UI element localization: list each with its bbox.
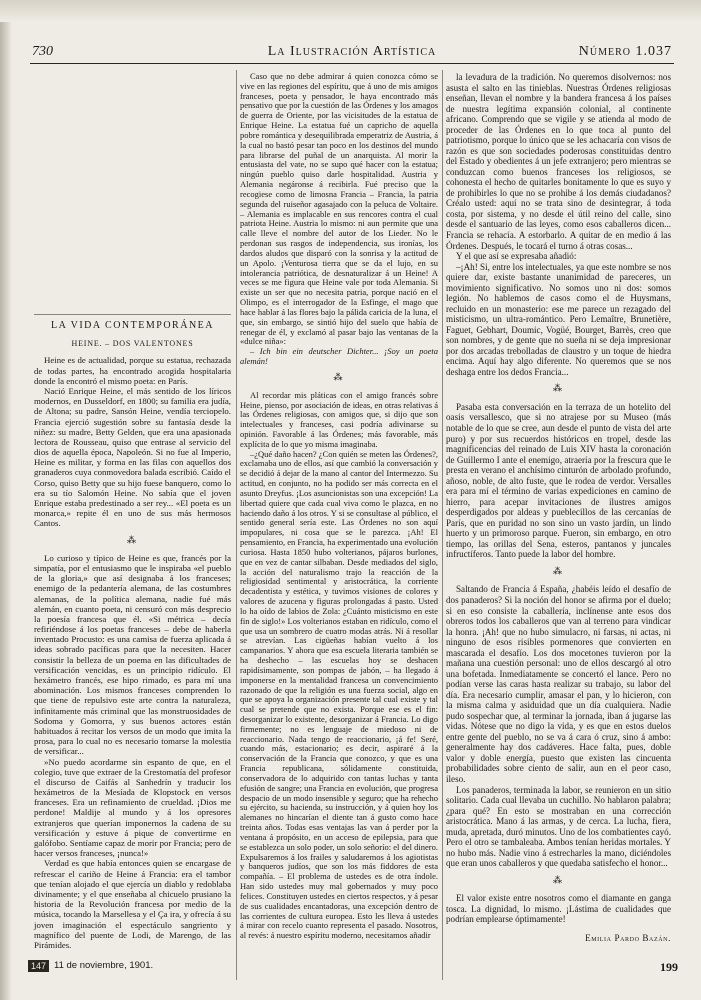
issue-number: Número 1.037	[578, 44, 672, 59]
paragraph: »No puedo acordarme sin espanto de que, en el colegio, tuve que extraer de la Crestomatía del profesor el discurso de Caifás al Sanhedrín y traducir los hexámetros de la Mesíada de Klopstock en versos franceses. Era un refinamiento de crueldad. ¡Dios me perdone! Maldije al mundo y á los opresores extranjeros que querían imponernos la cadena de su versificación y estuve á pique de convertirme en galófobo. Sentíame capaz de morir por Francia; pero de hacer versos franceses, ¡nunca!»	[34, 756, 231, 859]
book-spine-shadow	[0, 0, 12, 1000]
author-signature: Emilia Pardo Bazán.	[585, 932, 671, 943]
page-number: 730	[32, 44, 53, 59]
column-divider	[442, 70, 443, 980]
page-footer	[28, 960, 678, 980]
journal-title: La Ilustración Artística	[267, 44, 437, 59]
paragraph: Verdad es que había entonces quien se encargase de refrescar el cariño de Heine á Francia: era el tambor que tenían alojado el que ejercía un diablo y redoblaba divinamente; y el que enseñaba al chicuelo prusiano la historia de la Revolución francesa por medio de la música, tocando la Marsellesa y el Ça ira, y ofrecía á su joven imaginación el espectáculo sangriento y magnífico del puente de Lodi, de Marengo, de las Pirámides.	[34, 858, 231, 950]
section-title: LA VIDA CONTEMPORÁNEA	[51, 320, 214, 331]
column-2	[240, 72, 438, 941]
paragraph: Y el que así se expresaba añadió:	[456, 251, 577, 262]
paragraph: Caso que no debe admirar á quien conozca cómo se vive en las regiones del espíritu, que á uno de mis amigos franceses, poeta y pensador, le haya encontrado más pensativo que por la cuestión de las Órdenes y los amagos de guerra de Oriente, por las vicisitudes de la estatua de Enrique Heine. La estatua fué un capricho de aquella pobre romántica y desequilibrada emperatriz de Austria, á la cual no bastó pesar tan poco en los destinos del mundo para librarse del puñal de un anarquista. Al morir la entusiasta del vate, no se supo qué hacer con la estatua; ningún pueblo quiso darle hospitalidad. Austria y Alemania negáronse á recibirla. Fué preciso que la recogiese como de limosna Francia – Francia, la patria segunda del ruiseñor agasajado con la peluca de Voltaire. – Alemania es implacable en sus rencores contra el cual patriota Heine. Austria lo mismo: ni aun permite que una calle lleve el nombre del autor de los Lieder. No le perdonan sus rasgos de independencia, sus ironías, los dardos aludos que disparó con la sonrisa y la actitud de un Apolo. ¡Venturosa tierra que se da el lujo, en su intolerancia patriótica, de desnaturalizar á un Heine! A veces se me figura que Heine vale por toda Alemania. Si existe un ser que no necesita patria, porque nació en el Olimpo, es el interrogador de la Esfinge, el mago que hace hablar á las flores bajo la pálida caricia de la luna, el que, sin embargo, se sintió hijo del suelo que había de renegar de él, y exclamó al pasar bajo las ventanas de la «dulce niña»:	[240, 71, 438, 347]
paragraph: –¿Qué daño hacen? ¿Con quién se meten las Órdenes?, exclamaba uno de ellos, así que cambió la conversación y se decidió á dejar de la mano al cantor del Intermezzo. Su actitud, en conjunto, no ha podido ser más correcta en el asunto Dreyfus. ¡Los asuncionistas son una excepción! La libertad quiere que cada cual viva como le plazca, en no haciendo daño á los otros. Y si se consultase al público, el sentido general sería este. Las Órdenes no son aquí impopulares, ni cosa que se le parezca. ¡Ah! El pensamiento, en Francia, ha experimentado una evolución curiosa. Hasta 1850 hubo volterianos, pájaros burlones, que en vez de cantar silbaban. Desde mediados del siglo, la acción del naturalismo trajo la reacción de la religiosidad sentimental y aristocrática, la corriente decadentista y estética, y tuvimos visiones de colores y valores de azucena y figuras prolongadas á pasto. Usted lo ha oído de labios de Zola: ¿Cuánto misticismo en este fin de siglo!» Los volterianos estaban en ridículo, como el que usa un sombrero de cuatro modas atrás. Ni á resollar se atrevían. Las cigüeñas habían vuelto á los campanarios. Y ahora que esa escuela literaria también se ha deshecho – las escuelas hoy se deshacen rapidísimamente, son pompas de jabón, – ha llegado á imponerse en la mentalidad francesa un convencimiento razonado de que la religión es una fuerza social, algo en que se apoya la organización presente tal cual existe y tal cual se pretende que no exista. Porque ese es el fin: desorganizar lo existente, desorganizar á Francia. Lo digo firmemente; no es lenguaje de miedoso ni de reaccionario. Nada tengo de reaccionario, ¡á fe! Seré, cuando más, estacionario; es decir, aspiraré á la conservación de la Francia que conozco, y que es una Francia republicana, sólidamente constituida, conservadora de lo adquirido con tantas luchas y tanta efusión de sangre; una Francia en evolución, que progresa despacio de un modo insensible y seguro; que ha rehecho su ejército, su hacienda, su instrucción, y á quien hoy los alemanes no hincarían el diente tan á gusto como hace treinta años. Todas esas ventajas las van á perder por la ventana á propósito, en un acceso de epilepsia, para que se establezca un solo poder, un solo señorío: el del dinero. Expulsaremos á los frailes y saludaremos á los agiotistas y banqueros judíos, que son los más fiddores de esta compañía. – El problema de ustedes es de otra índole. Han sido ustedes muy mal gobernados y muy poco felices. Constituyen ustedes en ciertos respectos, y á pesar de sus cualidades encantadoras, una excepción dentro de las corrientes de cultura europea. Esto les lleva á ustedes á mirar con recelo cuanto representa el pasado. Nosotros, al revés: á nuestro espíritu moderno, necesitamos añadir	[240, 448, 438, 941]
asterism-divider: ⁂	[127, 534, 138, 545]
paragraph: Al recordar mis pláticas con el amigo francés sobre Heine, pienso, por asociación de ideas, en otras relativas á las Órdenes religiosas, con amigos que, si dijo que son intelectuales y franceses, casi podría adivinarse su opinión. Favorable á las Órdenes; más favorable, más explícita de lo que yo misma imaginaba.	[240, 389, 438, 449]
folio-number: 199	[660, 960, 678, 974]
paragraph: Lo curioso y típico de Heine es que, francés por la simpatía, por el entusiasmo que le inspiraba «el pueblo de la gloria,» que así designaba á los franceses; enemigo de la pedantería alemana, de las costumbres alemanas, de la política alemana, nadie fué más alemán, en cuanto poeta, ni censuró con más desprecio la poesía francesa que él. «Si métrica – decía refiriéndose á los poetas franceses – debe de haberla inventado Procusto: es una camisa de fuerza aplicada á ideas sobrado pacíficas para que la necesiten. Hacer consistir la belleza de un poema en las dificultades de versificación vencidas, es un principio ridículo. El hexámetro francés, ese hipo rimado, es para mí una abominación. Los mismos franceses comprenden lo que tiene de repulsivo este arte contra la naturaleza, infinitamente más criminal que las monstruosidades de Sodoma y Gomorra, y sus buenos actores están habituados á recitar los versos de un modo que imita la prosa, para lo cual no es necesario tomarse la molestia de versificar...	[34, 552, 231, 757]
paragraph: –¡Ah! Si, entre los intelectuales, ya que este nombre se nos quiere dar, existe bastante unanimidad de pareceres, un movimiento significativo. No somos uno ni dos: somos legión. No hablemos de casos como el de Huysmans, recluido en un monasterio: ese me parece un rezagado del misticismo, un ultra-romántico. Pero Lemaître, Brunetière, Faguet, Gebhart, Doumic, Vogüé, Bourget, Barrès, creo que son nombres, y de gente que no sueña ni se deja impresionar por dos arcadas trebolladas de claustro y un toque de hiedra encima. Aquí hay algo diferente. No queremos que se nos deshaga entre los dedos Francia...	[446, 261, 671, 377]
issue-date: 11 de noviembre, 1901.	[54, 960, 154, 971]
asterism-divider: ⁂	[553, 874, 564, 885]
running-header	[32, 44, 672, 62]
paragraph: El valor existe entre nosotros como el diamante en ganga tosca. La dignidad, lo mismo. ¡Lástima de cualidades que podrían emplearse óptimamente!	[446, 893, 671, 925]
column-divider	[236, 70, 237, 980]
paragraph: – Ich bin ein deutscher Dichter... ¡Soy un poeta alemán!	[240, 346, 438, 367]
paragraph: Heine es de actualidad, porque su estatua, rechazada de todas partes, ha encontrado acogida hospitalaria donde la encontró el mismo poeta: en París.	[34, 355, 231, 386]
paragraph: la levadura de la tradición. No queremos disolvernos: nos asusta el salto en las tinieblas. Nuestras Órdenes religiosas enseñan, llevan el nombre y la bandera francesa á los países de nuestra legítima expansión colonial, al continente africano. Comprendo que se vigile y se atienda al modo de proceder de las Órdenes en lo que toca al punto del patriotismo, porque lo único que se les achacaría con visos de razón es que son sociedades poderosas constituidas dentro del Estado y obedientes á un jefe extranjero; pero mientras se conduzcan como buenos franceses los religiosos, se cohonesta el hecho de quitarles bonitamente lo que es suyo y de prohibirles lo que no se prohibe á los demás ciudadanos? Créalo usted: aquí no se trata sino de desintegrar, á toda costa, por sistema, y no desde el útil reino del calle, sino desde el santuario de las leyes, como esos caballeros dicen... Francia se rehacía. A estorbarlo. A quitar de en medio á las Órdenes. Después, le tocará el turno á otras cosas...	[446, 72, 671, 251]
archive-stamp: 147	[28, 960, 49, 972]
paragraph: Pasaba esta conversación en la terraza de un hotelito del oasis versallesco, que si no atrajese por su Museo (más notable de lo que se cree, aun desde el punto de vista del arte puro) y por sus recuerdos históricos en tropel, desde las magnificencias del reinado de Luis XIV hasta la coronación de Guillermo I ante el enemigo, atraería por la frescura que le presta en verano el anchísimo cinturón de arbolado profundo, añoso, noble, de alto fuste, que le rodea de verdor. Versalles era para mí el término de varias expediciones en camino de hierro, para acepar invitaciones de ilustres amigos desperdigados por aldeas y pueblecillos de las cercanías de París, que en puridad no son sino un vasto jardín, un lindo huerto y un primoroso parque. Fueron, sin embargo, en otro tiempo, las orillas del Sena, esteros, pantanos y juncales infructíferos. Tanto puede la labor del hombre.	[446, 401, 671, 560]
paragraph: Los panaderos, terminada la labor, se reunieron en un sitio solitario. Cada cual llevaba un cuchillo. No hablaron palabra; ¿para qué? En esto se mostraban en una corrección aristocrática. Mano á las armas, y de cerca. La lucha, fiera, muda, apretada, duró minutos. Uno de los combatientes cayó. Pero el otro se tambaleaba. Ambos tenían heridas mortales. Y no hubo más. Nadie vino á estrecharles la mano, diciéndoles que eran unos caballeros y que quedaba satisfecho el honor...	[446, 784, 671, 869]
asterism-divider: ⁂	[553, 383, 564, 394]
column-1	[34, 72, 231, 950]
header-rule	[30, 63, 674, 64]
page-top-shadow	[0, 0, 701, 22]
section-subtitle: HEINE. – DOS VALENTONES	[71, 339, 194, 349]
paragraph: Saltando de Francia á España, ¿habéis leído el desafío de dos panaderos? Si la noción del honor se afirma por el duelo; si en eso consiste la caballería, inclínense ante esos dos obreros todos los caballeros que van al terreno para vindicar la honra. ¡Ah! que no hubo simulacro, ni farsas, ni actas, ni ninguno de esos risibles pormenores que convierten en mascarada el desafío. Los dos mocetones tuvieron por la mañana una cuestión personal: uno de ellos descargó al otro una bofetada. Inmediatamente se concertó el lance. Pero no podían verse las caras hasta realizar su trabajo, su labor del día. Era necesario cumplir, amasar el pan, y lo hicieron, con la misma calma y asiduidad que un día cualquiera. Nadie pudo sospechar que, al terminar la jornada, iban á jugarse las vidas. Nótese que no digo la vida, y es que en estos duelos entre gente del pueblo, no se va á cara ó cruz, sino á ambo: generalmente hay dos cadáveres. Hace falta, pues, doble valor y doble energía, puesto que existen las cincuenta probabilidades sobre ciento de salir, aun en el peor caso, ileso.	[446, 584, 671, 784]
column-3	[446, 72, 671, 943]
paragraph: Nació Enrique Heine, el más sentido de los líricos modernos, en Dusseldorf, en 1800; su familia era judía, de Altona; su padre, Sansón Heine, vendía terciopelo. Francia ejerció sugestión sobre su fantasía desde la niñez: su madre, Betty Gelden, que era una apasionada lectora de Rousseau, quiso que entrase al servicio del dios de aquella época, Napoleón. Si no fue al Imperio, Heine es militar, y forma en las filas con aquellos dos granaderos cuya conmovedora balada escribió. Caído el Corso, quiso Betty que su hijo fuese banquero, como lo era su tío Salomón Heine. No sabía que el joven Enrique estaba predestinado a ser rey... «El poeta es un monarca,» repite él en uno de sus más hermosos Cantos.	[34, 385, 231, 529]
asterism-divider: ⁂	[553, 565, 564, 576]
asterism-divider: ⁂	[333, 371, 345, 382]
section-rule	[34, 314, 231, 315]
column-1-blank-area	[34, 72, 231, 308]
